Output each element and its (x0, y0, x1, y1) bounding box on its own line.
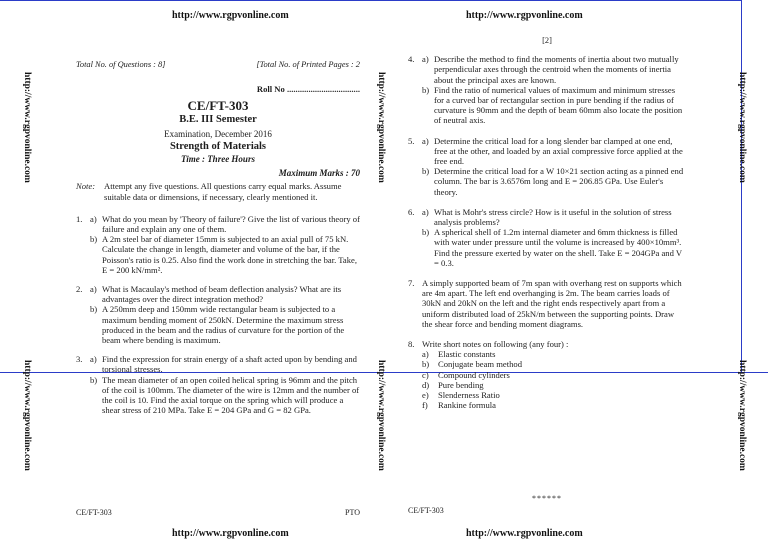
subject-title: Strength of Materials (169, 141, 267, 153)
paper-code: CE/FT-303 (187, 98, 249, 114)
item-label: f) (422, 400, 428, 411)
question-2a (76, 284, 360, 304)
note-label: Note: (76, 181, 96, 192)
question-number: 3. (76, 354, 83, 365)
url-side-center-upper: http://www.rgpvonline.com (376, 72, 386, 183)
question-text: The mean diameter of an open coiled helical spring is 96mm and the pitch of the coil is 100mm. The diameter of the wire is 12mm and the number of the coil is 10. Find the axial torque on the spring which will produce a shear stress of 210 MPa. Take E = 204 GPa and G = 82 GPa. (102, 374, 360, 416)
question-text: Write short notes on following (any four) : (422, 339, 569, 350)
question-text: What do you mean by 'Theory of failure'? Give the list of various theory of failure and explain any one of them. (102, 213, 360, 235)
semester: B.E. III Semester (179, 114, 257, 126)
url-side-left-upper: http://www.rgpvonline.com (22, 72, 32, 183)
question-text: A 2m steel bar of diameter 15mm is subjected to an axial pull of 75 kN. Calculate the change in length, diameter and volume of the bar, if the Poisson's ratio is 0.25. Also find the work done in stretching the bar. Take, E = 200 kN/mm². (102, 234, 357, 275)
question-text: Determine the critical load for a long slender bar clamped at one end, free at the other, and loaded by an axial compressive force applied at the free end. (434, 135, 683, 167)
question-text: Describe the method to find the moments of inertia about two mutually perpendicular axes through the centroid when the moments of inertia about the principal axes are known. (434, 54, 679, 85)
question-number: 6. (408, 206, 415, 217)
question-text: Find the ratio of numerical values of maximum and minimum stresses for a curved bar of rectangular section in pure bending if the radius of curvature is 90mm and the depth of beam 60mm also locate the position of neutral axis. (434, 84, 683, 126)
roll-no: Roll No .................................. (256, 84, 360, 95)
item-label: a) (422, 349, 429, 360)
question-2b (90, 304, 360, 345)
footer-code: CE/FT-303 (76, 508, 112, 517)
part-label: b) (422, 166, 430, 177)
question-3b (90, 375, 360, 416)
list-item (422, 390, 686, 400)
max-marks: Maximum Marks : 70 (278, 168, 360, 179)
right-page (408, 36, 686, 411)
footer-code: CE/FT-303 (408, 506, 444, 516)
page-number: [2] (542, 36, 552, 45)
question-number: 5. (408, 135, 415, 146)
question-5b (422, 166, 686, 197)
question-8 (408, 339, 686, 349)
url-side-center-lower: http://www.rgpvonline.com (376, 360, 386, 471)
question-1a (76, 214, 360, 234)
end-mark: ****** (532, 494, 562, 503)
url-top-right: http://www.rgpvonline.com (466, 10, 583, 21)
question-text: A simply supported beam of 7m span with overhang rest on supports which are 4m apart. The left end overhanging is 2m. The beam carries loads of 30kN and 20kN on the left and the right ends respectively apart from a uniform distributed load of 25kN/m between the supporting points. Draw the shear force and bending moment diagrams. (422, 278, 682, 329)
footer-pto: PTO (345, 508, 360, 517)
exam-session: Examination, December 2016 (164, 129, 272, 140)
right-footer (408, 494, 686, 516)
question-number: 7. (408, 278, 415, 289)
header-counts (76, 60, 360, 70)
exam-time: Time : Three Hours (181, 154, 255, 165)
item-label: d) (422, 379, 430, 390)
list-item (422, 370, 686, 380)
url-bottom-right: http://www.rgpvonline.com (466, 528, 583, 539)
part-label: a) (90, 213, 97, 224)
item-label: b) (422, 359, 430, 370)
list-item (422, 359, 686, 369)
question-number: 2. (76, 284, 83, 295)
question-7 (408, 278, 686, 329)
question-text: What is Macaulay's method of beam deflection analysis? What are its advantages over the direct integration method? (102, 284, 342, 305)
frame-top-border (0, 0, 741, 1)
item-label: e) (422, 390, 429, 401)
question-4b (422, 85, 686, 126)
url-side-right-lower: http://www.rgpvonline.com (737, 360, 747, 471)
question-number: 4. (408, 54, 415, 65)
question-5a (408, 136, 686, 167)
part-label: b) (90, 304, 98, 315)
question-1b (90, 234, 360, 275)
question-6a (408, 207, 686, 227)
list-item (422, 380, 686, 390)
question-3a (76, 354, 360, 374)
item-label: c) (422, 369, 429, 380)
item-text: Elastic constants (438, 349, 496, 360)
url-top-left: http://www.rgpvonline.com (172, 10, 289, 21)
question-number: 8. (408, 339, 415, 350)
question-text: A 250mm deep and 150mm wide rectangular beam is subjected to a maximum bending moment of 250kN. Determine the maximum stress produced in the beam and the radius of curvature for the portion of the beam where bending is maximum. (102, 304, 345, 346)
instructions-note (76, 181, 360, 201)
question-text: Find the expression for strain energy of a shaft acted upon by bending and torsional stresses. (102, 354, 357, 375)
item-text: Rankine formula (438, 400, 496, 411)
part-label: a) (90, 284, 97, 295)
part-label: a) (422, 206, 429, 217)
total-questions: Total No. of Questions : 8] (76, 60, 166, 69)
part-label: b) (90, 234, 98, 245)
list-item (422, 400, 686, 410)
list-item (422, 349, 686, 359)
part-label: a) (422, 135, 429, 146)
item-text: Pure bending (438, 379, 484, 390)
question-text: A spherical shell of 1.2m internal diameter and 6mm thickness is filled with water under pressure until the volume is increased by 400×10mm³. Find the pressure exerted by water on the shell. Take E = 204GPa and V = 0.3. (434, 227, 682, 268)
item-text: Compound cylinders (438, 369, 510, 380)
note-text: Attempt any five questions. All questions carry equal marks. Assume suitable data or dimensions, if necessary, clearly mentioned it. (104, 181, 342, 202)
part-label: a) (90, 354, 97, 365)
part-label: a) (422, 54, 429, 65)
question-6b (422, 227, 686, 268)
question-number: 1. (76, 213, 83, 224)
question-text: What is Mohr's stress circle? How is it useful in the solution of stress analysis problems? (434, 206, 672, 228)
url-side-left-lower: http://www.rgpvonline.com (22, 360, 32, 471)
part-label: b) (422, 84, 430, 95)
question-text: Determine the critical load for a W 10×21 section acting as a pinned end column. The bar is 3.6576m long and E = 206.85 GPa. Use Euler's theory. (434, 166, 684, 197)
total-pages: [Total No. of Printed Pages : 2 (256, 60, 360, 69)
item-text: Conjugate beam method (438, 359, 523, 370)
item-text: Slenderness Ratio (438, 390, 500, 401)
left-page (76, 60, 360, 415)
left-footer (76, 508, 360, 518)
frame-right-border (741, 0, 742, 372)
part-label: b) (422, 227, 430, 238)
short-notes-list (422, 349, 686, 410)
part-label: b) (90, 374, 98, 385)
url-side-right-upper: http://www.rgpvonline.com (737, 72, 747, 183)
question-4a (408, 54, 686, 85)
url-bottom-left: http://www.rgpvonline.com (172, 528, 289, 539)
